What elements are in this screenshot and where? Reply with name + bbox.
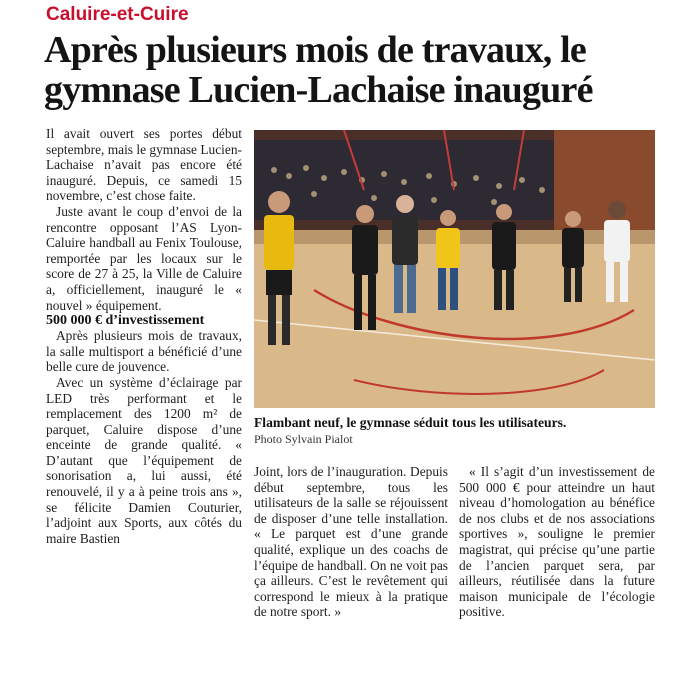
paragraph: Juste avant le coup d’envoi de la rencontre opposant l’AS Lyon-Caluire handball au Fenix Toulouse, remportée par les locaux sur le score de 27 à 25, la Ville de Caluire a, officiellement, inauguré le « nouvel » équipement. [46, 203, 242, 313]
article-column-2 [254, 464, 448, 620]
gym-photo-illustration [254, 130, 655, 408]
photo-credit: Photo Sylvain Pialot [254, 432, 353, 446]
paragraph: « Il s’agit d’un investissement de 500 000 € pour atteindre un haut niveau d’homologation au bénéfice de nos clubs et de nos associations sportives », souligne le premier magistrat, qui précise qu’une partie de l’ancien parquet sera, par ailleurs, réutilisée dans la future maison municipale de l’écologie positive. [459, 464, 655, 620]
article-column-3 [459, 464, 655, 620]
section-kicker: Caluire-et-Cuire [46, 4, 189, 25]
photo-caption: Flambant neuf, le gymnase séduit tous les utilisateurs. [254, 415, 567, 430]
article-headline: Après plusieurs mois de travaux, le gymnase Lucien-Lachaise inauguré [44, 29, 593, 111]
article-column-1 [46, 126, 242, 546]
paragraph: Joint, lors de l’inauguration. Depuis début septembre, tous les utilisateurs de la salle se réjouissent de disposer d’une telle installation. « Le parquet est d’une grande qualité, explique un des coachs de l’équipe de handball. On ne voit pas ça ailleurs. C’est le revêtement qui correspond le mieux à la pratique de notre sport. » [254, 464, 448, 620]
article-photo [254, 130, 655, 408]
article-subhead: 500 000 € d’investissement [46, 313, 205, 329]
paragraph: Après plusieurs mois de travaux, la salle multisport a bénéficié d’une belle cure de jouvence. [46, 328, 242, 375]
paragraph: Il avait ouvert ses portes début septembre, mais le gymnase Lucien-Lachaise n’avait pas encore été inauguré. Depuis, ce samedi 15 novembre, c’est chose faite. [46, 126, 242, 204]
paragraph: Avec un système d’éclairage par LED très performant et le remplacement des 1200 m² de parquet, Caluire dispose d’une enceinte de grande qualité. « D’autant que l’équipement de sonorisation a, lui aussi, été renouvelé, il y a à peine trois ans », se félicite Damien Couturier, l’adjoint aux Sports, aux côtés du maire Bastien [46, 374, 242, 546]
